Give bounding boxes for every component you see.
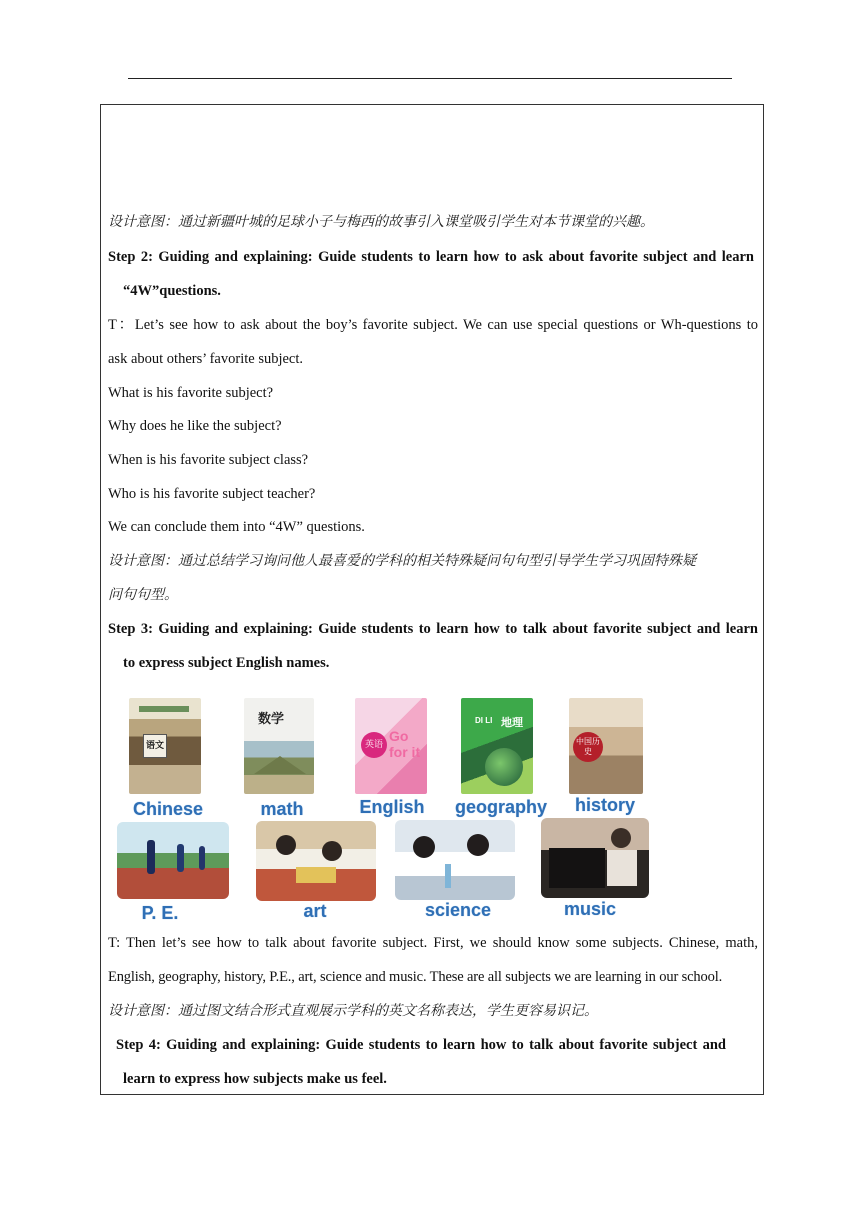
question-what: What is his favorite subject? — [108, 385, 274, 401]
geography-book-title: 地理 — [501, 716, 523, 729]
science-photo — [395, 820, 515, 900]
caption-pe: P. E. — [141, 903, 179, 923]
math-book-title: 数学 — [258, 712, 285, 727]
math-textbook-image — [244, 698, 314, 794]
question-who: Who is his favorite subject teacher? — [108, 486, 316, 502]
caption-history: history — [574, 795, 635, 815]
header-rule — [128, 78, 732, 79]
go-for-it-text: Go for it — [389, 728, 421, 760]
conclude-sentence: We can conclude them into “4W” questions. — [108, 519, 365, 535]
english-textbook-image — [355, 698, 427, 794]
teacher-paragraph-2-cont: English, geography, history, P.E., art, science and music. These are all subjects we are learning in our school. — [108, 969, 723, 985]
chinese-book-title: 语文 — [143, 734, 167, 758]
caption-science: science — [424, 900, 492, 920]
step-2-heading: Step 2: Guiding and explaining: Guide students to learn how to ask about favorite subject and learn — [108, 249, 754, 265]
design-intent-1: 设计意图：通过新疆叶城的足球小子与梅西的故事引入课堂吸引学生对本节课堂的兴趣。 — [108, 214, 654, 230]
step-4-heading: Step 4: Guiding and explaining: Guide students to learn how to talk about favorite subject and — [116, 1037, 726, 1053]
geography-textbook-image — [461, 698, 533, 794]
teacher-paragraph-1-cont: ask about others’ favorite subject. — [108, 351, 304, 367]
design-intent-2-cont: 问句句型。 — [108, 587, 178, 603]
step-2-heading-cont: “4W”questions. — [123, 283, 221, 299]
history-textbook-image — [569, 698, 643, 794]
music-photo — [541, 818, 649, 898]
caption-english: English — [359, 797, 425, 817]
step-3-heading: Step 3: Guiding and explaining: Guide students to learn how to talk about favorite subject and learn — [108, 621, 758, 637]
caption-art: art — [303, 901, 327, 921]
design-intent-3: 设计意图：通过图文结合形式直观展示学科的英文名称表达，学生更容易识记。 — [108, 1003, 598, 1019]
teacher-paragraph-2: T: Then let’s see how to talk about favorite subject. First, we should know some subjects. Chinese, math, — [108, 935, 758, 951]
chinese-textbook-image — [129, 698, 201, 794]
teacher-paragraph-1: T：Let’s see how to ask about the boy’s favorite subject. We can use special questions or Wh-questions to — [108, 317, 758, 333]
question-when: When is his favorite subject class? — [108, 452, 309, 468]
caption-geography: geography — [455, 797, 548, 817]
english-book-title: 英语 — [361, 732, 387, 758]
step-3-heading-cont: to express subject English names. — [123, 655, 330, 671]
pe-photo — [117, 822, 229, 899]
caption-math: math — [260, 799, 304, 819]
question-why: Why does he like the subject? — [108, 418, 282, 434]
geography-pinyin: DI LI — [475, 716, 493, 725]
design-intent-2: 设计意图：通过总结学习询问他人最喜爱的学科的相关特殊疑问句句型引导学生学习巩固特殊疑 — [108, 553, 696, 569]
caption-music: music — [563, 899, 617, 919]
step-4-heading-cont: learn to express how subjects make us feel. — [123, 1071, 387, 1087]
art-photo — [256, 821, 376, 901]
history-book-title: 中国历史 — [573, 732, 603, 762]
caption-chinese: Chinese — [132, 799, 204, 819]
